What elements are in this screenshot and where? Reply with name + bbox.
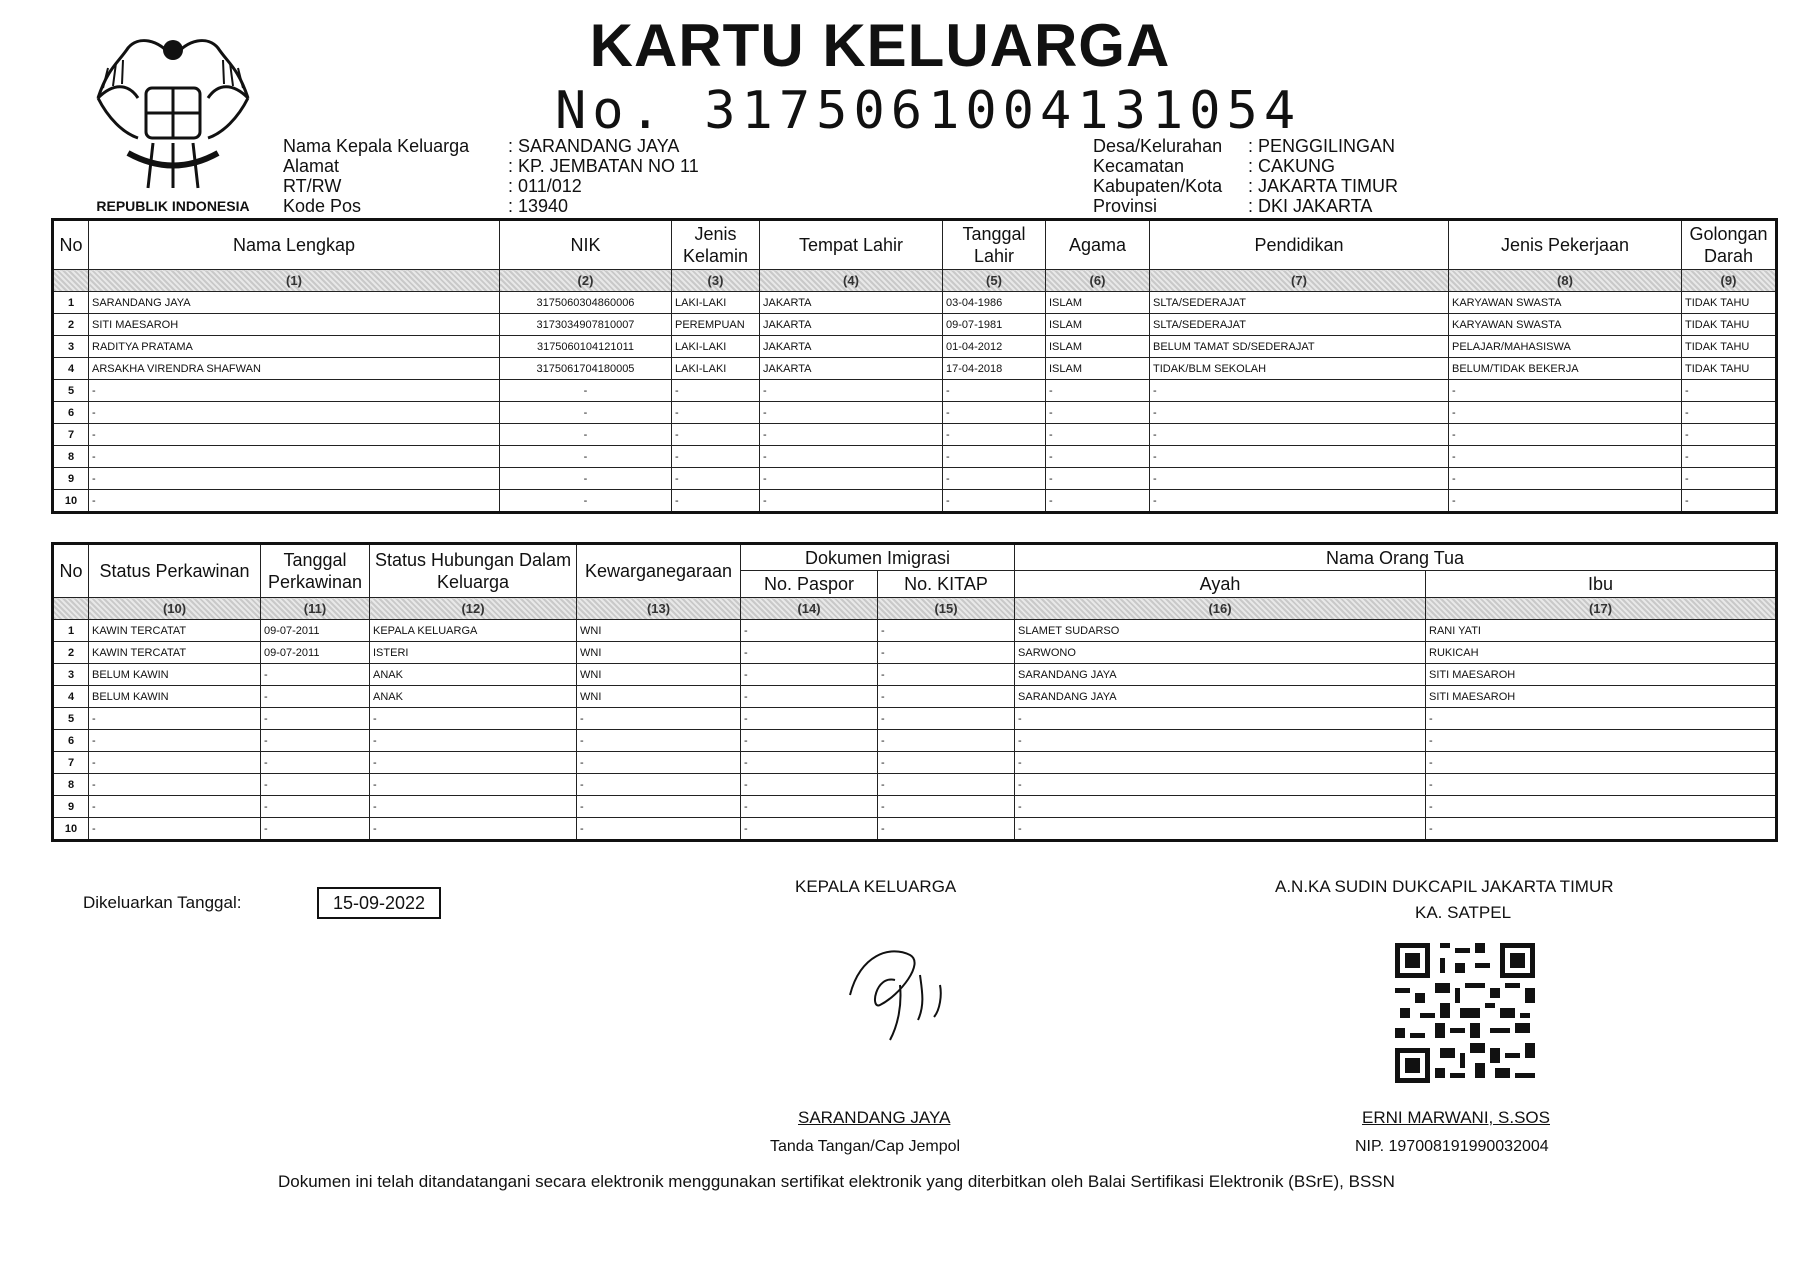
table-cell: - — [1682, 490, 1777, 513]
garuda-emblem-icon — [78, 28, 268, 193]
table-cell: - — [89, 424, 500, 446]
table-cell: ISLAM — [1046, 292, 1150, 314]
table-cell: BELUM KAWIN — [89, 686, 261, 708]
table-cell: 4 — [53, 358, 89, 380]
table-cell: 5 — [53, 380, 89, 402]
table-cell: 17-04-2018 — [943, 358, 1046, 380]
table-cell: - — [500, 446, 672, 468]
table-cell: 2 — [53, 314, 89, 336]
table-cell: ARSAKHA VIRENDRA SHAFWAN — [89, 358, 500, 380]
info-label: Kabupaten/Kota — [1093, 176, 1223, 196]
info-label: Nama Kepala Keluarga — [283, 136, 470, 156]
table-cell: SLAMET SUDARSO — [1015, 620, 1426, 642]
col-header: Nama Lengkap — [89, 220, 500, 270]
table-cell: ISTERI — [370, 642, 577, 664]
table-cell: - — [577, 708, 741, 730]
info-left-labels — [283, 136, 469, 216]
table-cell: 3175061704180005 — [500, 358, 672, 380]
table-row — [53, 424, 1777, 446]
col-header: No — [53, 220, 89, 270]
table-cell: - — [1426, 730, 1777, 752]
info-label: Kecamatan — [1093, 156, 1185, 176]
table-cell: 9 — [53, 796, 89, 818]
col-number: (15) — [878, 598, 1015, 620]
emblem-caption: REPUBLIK INDONESIA — [96, 198, 250, 214]
info-value: : KP. JEMBATAN NO 11 — [508, 156, 699, 176]
info-value: : PENGGILINGAN — [1248, 136, 1396, 156]
table-cell: - — [878, 730, 1015, 752]
table-cell: - — [1150, 402, 1449, 424]
table-cell: TIDAK TAHU — [1682, 336, 1777, 358]
table-cell: - — [672, 490, 760, 513]
table-cell: - — [943, 490, 1046, 513]
table-cell: - — [672, 468, 760, 490]
table-row — [53, 796, 1777, 818]
col-header: Pendidikan — [1150, 220, 1449, 270]
table-cell: - — [1449, 446, 1682, 468]
table-cell: WNI — [577, 642, 741, 664]
table-cell: - — [577, 818, 741, 841]
table-cell: WNI — [577, 620, 741, 642]
table-cell: - — [577, 752, 741, 774]
col-header: Tempat Lahir — [760, 220, 943, 270]
table-row — [53, 664, 1777, 686]
table-cell: ANAK — [370, 664, 577, 686]
table-cell: - — [1015, 774, 1426, 796]
table-row — [53, 336, 1777, 358]
table-cell: 3 — [53, 664, 89, 686]
table-cell: 03-04-1986 — [943, 292, 1046, 314]
table-cell: - — [878, 642, 1015, 664]
table-cell: - — [89, 774, 261, 796]
table-cell: - — [672, 380, 760, 402]
table-row — [53, 642, 1777, 664]
table-cell: - — [741, 818, 878, 841]
table-cell: - — [1046, 380, 1150, 402]
table-row — [53, 708, 1777, 730]
table-cell: 6 — [53, 730, 89, 752]
table-cell: ANAK — [370, 686, 577, 708]
table-row — [53, 490, 1777, 513]
table-cell: - — [261, 774, 370, 796]
table-cell: - — [261, 708, 370, 730]
table-cell: SLTA/SEDERAJAT — [1150, 314, 1449, 336]
table-cell: - — [1150, 446, 1449, 468]
table-cell: - — [370, 708, 577, 730]
head-of-family-name: SARANDANG JAYA — [798, 1108, 951, 1127]
col-header: No. KITAP — [878, 571, 1015, 598]
document-title: KARTU KELUARGA — [589, 12, 1171, 79]
table-cell: - — [577, 730, 741, 752]
table-cell: SLTA/SEDERAJAT — [1150, 292, 1449, 314]
table-cell: - — [1046, 468, 1150, 490]
official-line-1: A.N.KA SUDIN DUKCAPIL JAKARTA TIMUR — [1275, 877, 1614, 896]
family-members-table — [51, 218, 1778, 514]
kk-number: No. 3175061004131054 — [555, 81, 1302, 141]
col-number: (6) — [1046, 270, 1150, 292]
table-cell: - — [943, 380, 1046, 402]
col-number: (2) — [500, 270, 672, 292]
table-cell: 8 — [53, 446, 89, 468]
table-cell: SITI MAESAROH — [1426, 664, 1777, 686]
col-header: Ibu — [1426, 571, 1777, 598]
table-cell: 10 — [53, 818, 89, 841]
table-cell: - — [261, 796, 370, 818]
table-cell: - — [760, 468, 943, 490]
table-cell: SARANDANG JAYA — [1015, 686, 1426, 708]
col-header: Status Hubungan Dalam Keluarga — [370, 544, 577, 598]
table-cell: - — [878, 620, 1015, 642]
table-cell: - — [1015, 752, 1426, 774]
table-cell: 01-04-2012 — [943, 336, 1046, 358]
table-cell: LAKI-LAKI — [672, 336, 760, 358]
table-cell: - — [760, 424, 943, 446]
table-cell: - — [500, 490, 672, 513]
table-cell: - — [1682, 446, 1777, 468]
info-label: Alamat — [283, 156, 340, 176]
table-cell: SITI MAESAROH — [1426, 686, 1777, 708]
table-cell: - — [943, 446, 1046, 468]
table-cell: - — [943, 468, 1046, 490]
column-number-row — [53, 270, 1777, 292]
table-cell: - — [741, 664, 878, 686]
table-cell: - — [577, 796, 741, 818]
table-cell: 5 — [53, 708, 89, 730]
table-cell: 4 — [53, 686, 89, 708]
col-header: Status Perkawinan — [89, 544, 261, 598]
table-cell: WNI — [577, 686, 741, 708]
column-number-row — [53, 598, 1777, 620]
table-row — [53, 774, 1777, 796]
signature-icon — [830, 935, 980, 1045]
col-header: Kewarganegaraan — [577, 544, 741, 598]
col-number: (17) — [1426, 598, 1777, 620]
table-cell: - — [741, 708, 878, 730]
info-left-values — [508, 136, 699, 216]
table-cell: SARANDANG JAYA — [1015, 664, 1426, 686]
info-value: : JAKARTA TIMUR — [1248, 176, 1399, 196]
table-row — [53, 620, 1777, 642]
col-header: Agama — [1046, 220, 1150, 270]
col-number: (1) — [89, 270, 500, 292]
table-cell: - — [760, 490, 943, 513]
table-cell: 9 — [53, 468, 89, 490]
col-header: No — [53, 544, 89, 598]
official-nip: NIP. 197008191990032004 — [1355, 1138, 1549, 1155]
table-cell: - — [760, 446, 943, 468]
table-cell: - — [1015, 708, 1426, 730]
table-cell: - — [672, 402, 760, 424]
table-cell: PELAJAR/MAHASISWA — [1449, 336, 1682, 358]
table-cell: - — [89, 490, 500, 513]
table-cell: 09-07-1981 — [943, 314, 1046, 336]
table-cell: - — [500, 424, 672, 446]
table-cell: - — [741, 796, 878, 818]
table-cell: 09-07-2011 — [261, 620, 370, 642]
family-status-table — [51, 542, 1778, 842]
table-cell: - — [878, 774, 1015, 796]
table-cell: - — [878, 686, 1015, 708]
col-number: (7) — [1150, 270, 1449, 292]
table-cell: - — [261, 818, 370, 841]
info-label: Kode Pos — [283, 196, 362, 216]
col-header: Jenis Kelamin — [672, 220, 760, 270]
table-cell: LAKI-LAKI — [672, 292, 760, 314]
info-right-values — [1248, 136, 1398, 216]
table-header-row — [53, 220, 1777, 270]
col-number: (10) — [89, 598, 261, 620]
table-cell: 7 — [53, 424, 89, 446]
table-cell: - — [261, 752, 370, 774]
table-cell: - — [89, 380, 500, 402]
table-cell: 3 — [53, 336, 89, 358]
col-header: Jenis Pekerjaan — [1449, 220, 1682, 270]
table-cell: - — [261, 686, 370, 708]
col-header: Ayah — [1015, 571, 1426, 598]
table-cell: - — [500, 380, 672, 402]
col-number: (8) — [1449, 270, 1682, 292]
issued-date-box: 15-09-2022 — [317, 887, 441, 919]
table-cell: - — [1150, 468, 1449, 490]
col-header: NIK — [500, 220, 672, 270]
table-cell: - — [1150, 380, 1449, 402]
col-header: Tanggal Lahir — [943, 220, 1046, 270]
col-number: (11) — [261, 598, 370, 620]
table-cell: ISLAM — [1046, 314, 1150, 336]
info-value: : 011/012 — [508, 176, 582, 196]
signature-caption: Tanda Tangan/Cap Jempol — [770, 1138, 961, 1155]
table-header-row — [53, 544, 1777, 571]
table-cell: 3175060104121011 — [500, 336, 672, 358]
table-cell: - — [1150, 490, 1449, 513]
table-row — [53, 468, 1777, 490]
table-cell: - — [89, 796, 261, 818]
table-cell: 3175060304860006 — [500, 292, 672, 314]
table-cell: TIDAK TAHU — [1682, 358, 1777, 380]
table-row — [53, 380, 1777, 402]
table-cell: 1 — [53, 292, 89, 314]
table-cell: - — [89, 818, 261, 841]
table-cell: - — [1426, 708, 1777, 730]
table-cell: ISLAM — [1046, 358, 1150, 380]
table-cell: - — [741, 642, 878, 664]
table-cell: - — [89, 752, 261, 774]
table-cell: - — [500, 468, 672, 490]
table-cell: - — [741, 686, 878, 708]
col-number: (12) — [370, 598, 577, 620]
head-of-family-title: KEPALA KELUARGA — [795, 877, 957, 896]
table-cell: - — [943, 402, 1046, 424]
col-number: (9) — [1682, 270, 1777, 292]
table-cell: SARANDANG JAYA — [89, 292, 500, 314]
table-row — [53, 358, 1777, 380]
info-right-labels — [1093, 136, 1222, 216]
table-cell: - — [1682, 380, 1777, 402]
col-header: Dokumen Imigrasi — [741, 544, 1015, 571]
table-cell: - — [1682, 402, 1777, 424]
table-cell: SITI MAESAROH — [89, 314, 500, 336]
table-cell: 8 — [53, 774, 89, 796]
table-cell: RUKICAH — [1426, 642, 1777, 664]
table-cell: - — [878, 752, 1015, 774]
col-number: (5) — [943, 270, 1046, 292]
table-row — [53, 818, 1777, 841]
table-cell: TIDAK TAHU — [1682, 292, 1777, 314]
table-cell: - — [370, 730, 577, 752]
table-cell: BELUM TAMAT SD/SEDERAJAT — [1150, 336, 1449, 358]
col-number — [53, 270, 89, 292]
table-cell: - — [1682, 468, 1777, 490]
table-cell: 2 — [53, 642, 89, 664]
table-cell: WNI — [577, 664, 741, 686]
table-cell: BELUM/TIDAK BEKERJA — [1449, 358, 1682, 380]
table-cell: KARYAWAN SWASTA — [1449, 314, 1682, 336]
table-cell: - — [1015, 818, 1426, 841]
table-cell: - — [500, 402, 672, 424]
table-row — [53, 402, 1777, 424]
table-cell: - — [1426, 752, 1777, 774]
table-cell: - — [1449, 424, 1682, 446]
info-label: Desa/Kelurahan — [1093, 136, 1223, 156]
table-cell: - — [1046, 424, 1150, 446]
table-cell: LAKI-LAKI — [672, 358, 760, 380]
table-cell: - — [1449, 490, 1682, 513]
table-cell: - — [1449, 380, 1682, 402]
col-number: (3) — [672, 270, 760, 292]
table-cell: - — [89, 446, 500, 468]
table-cell: - — [370, 796, 577, 818]
table-cell: - — [741, 774, 878, 796]
table-cell: KAWIN TERCATAT — [89, 620, 261, 642]
info-label: Provinsi — [1093, 196, 1158, 216]
table-cell: TIDAK TAHU — [1682, 314, 1777, 336]
table-cell: - — [878, 708, 1015, 730]
issued-date-label: Dikeluarkan Tanggal: — [83, 893, 242, 912]
info-value: : 13940 — [508, 196, 569, 216]
table-cell: PEREMPUAN — [672, 314, 760, 336]
table-cell: - — [1426, 774, 1777, 796]
table-cell: - — [89, 402, 500, 424]
table-cell: KARYAWAN SWASTA — [1449, 292, 1682, 314]
table-cell: - — [1449, 402, 1682, 424]
table-cell: 09-07-2011 — [261, 642, 370, 664]
table-cell: - — [89, 708, 261, 730]
table-cell: - — [1046, 402, 1150, 424]
table-cell: - — [370, 774, 577, 796]
table-cell: 6 — [53, 402, 89, 424]
table-cell: - — [89, 730, 261, 752]
col-number: (14) — [741, 598, 878, 620]
table-cell: TIDAK/BLM SEKOLAH — [1150, 358, 1449, 380]
table-cell: JAKARTA — [760, 358, 943, 380]
info-value: : DKI JAKARTA — [1248, 196, 1373, 216]
table-cell: - — [1426, 796, 1777, 818]
table-cell: - — [577, 774, 741, 796]
info-value: : CAKUNG — [1248, 156, 1336, 176]
table-cell: ISLAM — [1046, 336, 1150, 358]
info-value: : SARANDANG JAYA — [508, 136, 680, 156]
table-cell: - — [878, 818, 1015, 841]
table-cell: - — [878, 796, 1015, 818]
table-cell: - — [1449, 468, 1682, 490]
table-cell: - — [1150, 424, 1449, 446]
col-header: No. Paspor — [741, 571, 878, 598]
table-cell: 7 — [53, 752, 89, 774]
table-cell: - — [1046, 490, 1150, 513]
table-cell: - — [741, 752, 878, 774]
table-cell: JAKARTA — [760, 336, 943, 358]
qr-code-icon — [1395, 943, 1535, 1083]
table-row — [53, 446, 1777, 468]
col-number — [53, 598, 89, 620]
table-cell: - — [760, 380, 943, 402]
electronic-signature-note: Dokumen ini telah ditandatangani secara elektronik menggunakan sertifikat elektronik yang diterbitkan oleh Balai Sertifikasi Elektronik (BSrE), BSSN — [278, 1172, 1395, 1191]
table-cell: - — [1015, 730, 1426, 752]
table-cell: - — [1015, 796, 1426, 818]
official-line-2: KA. SATPEL — [1415, 903, 1512, 922]
table-cell: - — [943, 424, 1046, 446]
table-cell: - — [1682, 424, 1777, 446]
table-cell: RANI YATI — [1426, 620, 1777, 642]
table-cell: RADITYA PRATAMA — [89, 336, 500, 358]
table-cell: - — [370, 818, 577, 841]
col-header: Tanggal Perkawinan — [261, 544, 370, 598]
table-cell: - — [760, 402, 943, 424]
table-row — [53, 314, 1777, 336]
table-cell: KEPALA KELUARGA — [370, 620, 577, 642]
official-name: ERNI MARWANI, S.SOS — [1362, 1108, 1550, 1127]
table-cell: - — [878, 664, 1015, 686]
table-cell: - — [1426, 818, 1777, 841]
table-row — [53, 730, 1777, 752]
table-cell: SARWONO — [1015, 642, 1426, 664]
table-cell: 1 — [53, 620, 89, 642]
table-cell: 3173034907810007 — [500, 314, 672, 336]
col-number: (13) — [577, 598, 741, 620]
table-cell: - — [741, 620, 878, 642]
table-row — [53, 292, 1777, 314]
table-cell: JAKARTA — [760, 314, 943, 336]
table-row — [53, 686, 1777, 708]
table-cell: - — [741, 730, 878, 752]
table-cell: - — [1046, 446, 1150, 468]
col-header: Golongan Darah — [1682, 220, 1777, 270]
col-header: Nama Orang Tua — [1015, 544, 1777, 571]
table-cell: JAKARTA — [760, 292, 943, 314]
table-cell: - — [370, 752, 577, 774]
table-cell: KAWIN TERCATAT — [89, 642, 261, 664]
table-cell: - — [89, 468, 500, 490]
table-row — [53, 752, 1777, 774]
table-cell: - — [672, 446, 760, 468]
table-cell: BELUM KAWIN — [89, 664, 261, 686]
table-cell: - — [672, 424, 760, 446]
col-number: (16) — [1015, 598, 1426, 620]
info-label: RT/RW — [283, 176, 342, 196]
table-cell: 10 — [53, 490, 89, 513]
col-number: (4) — [760, 270, 943, 292]
table-cell: - — [261, 730, 370, 752]
table-cell: - — [261, 664, 370, 686]
